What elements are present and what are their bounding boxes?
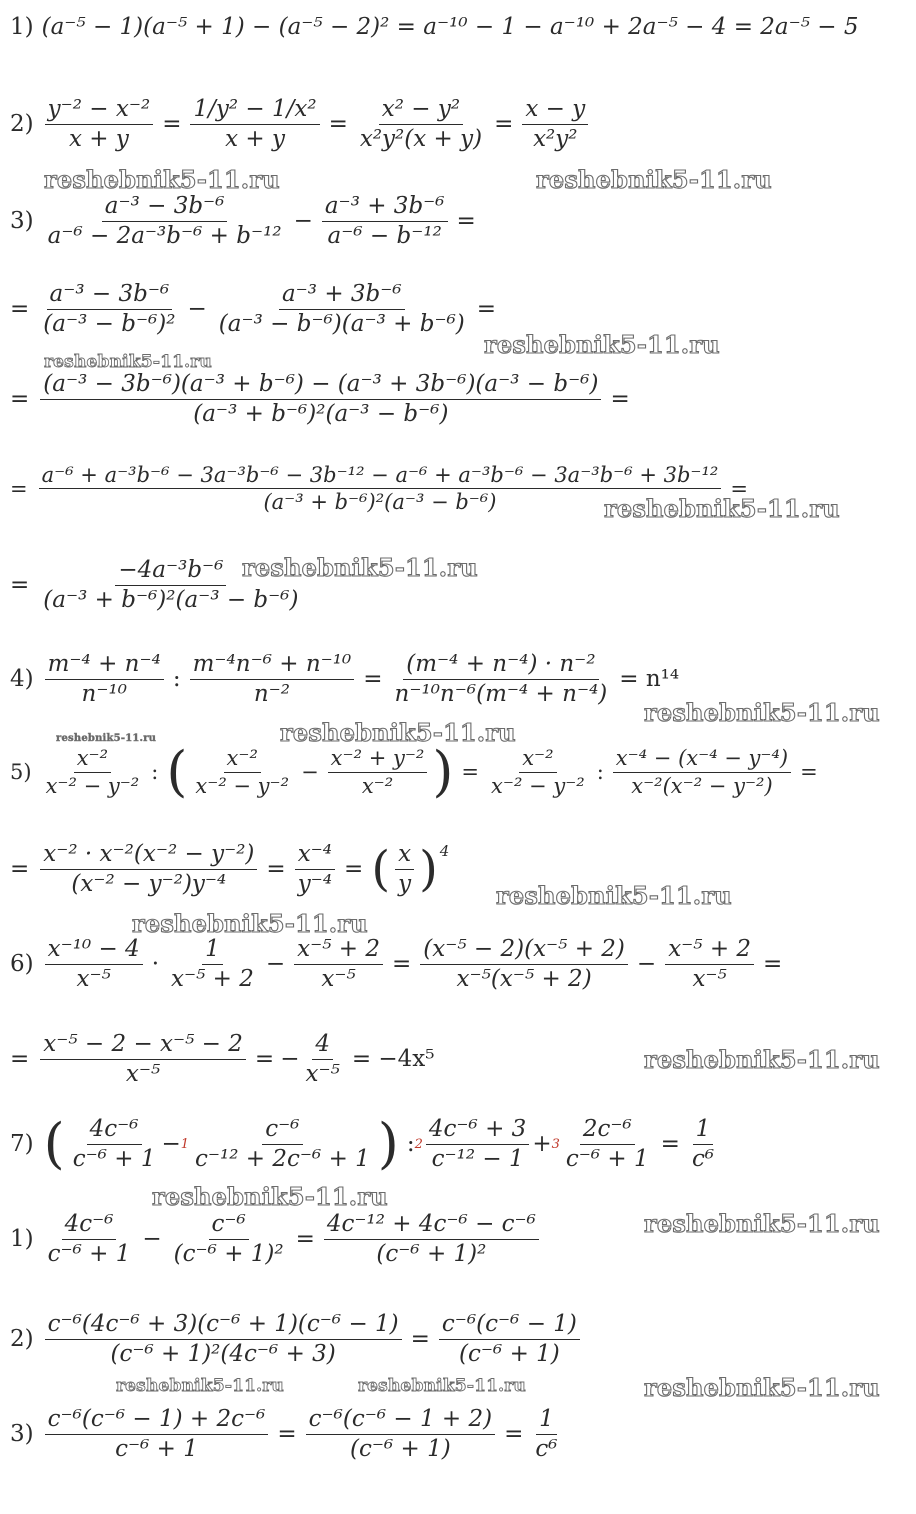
item-label-3: 3) [10, 208, 34, 235]
item-label-4: 4) [10, 666, 34, 693]
line-7-1: 1) $\frac{\text{4c⁻⁶}}{\text{c⁻⁶ + 1}}$ − $\frac{\text{c⁻⁶}}{\text{(c⁻⁶ + 1)²}}$ = $\frac{\text{4c⁻¹² + 4c⁻⁶ − c⁻⁶}}{\text{(c⁻⁶ + 1)²}}$ [10, 1210, 542, 1269]
fraction: $\frac{\text{c⁻⁶(4c⁻⁶ + 3)(c⁻⁶ + 1)(c⁻⁶ − 1)}}{\text{(c⁻⁶ + 1)²(4c⁻⁶ + 3)}}$ [45, 1310, 402, 1369]
fraction: $\frac{\text{x⁻⁵ + 2}}{\text{x⁻⁵}}$ [294, 935, 383, 994]
fraction: $\frac{\text{m⁻⁴ + n⁻⁴}}{\text{n⁻¹⁰}}$ [45, 650, 164, 709]
watermark: reshebnik5-11.ru [496, 881, 732, 910]
watermark: reshebnik5-11.ru [56, 733, 157, 744]
fraction: a⁻⁶ + a⁻³b⁻⁶ − 3a⁻³b⁻⁶ − 3b⁻¹² − a⁻⁶ + a⁻³b⁻⁶ − 3a⁻³b⁻⁶ + 3b⁻¹² (a⁻³ + b⁻⁶)²(a⁻³ − b⁻⁶) [39, 462, 722, 516]
watermark: reshebnik5-11.ru [358, 1376, 526, 1396]
fraction: $\frac{x}{y}$ [395, 840, 414, 899]
line-7-2: 2) $\frac{\text{c⁻⁶(4c⁻⁶ + 3)(c⁻⁶ + 1)(c⁻⁶ − 1)}}{\text{(c⁻⁶ + 1)²(4c⁻⁶ + 3)}}$ = $\frac{\text{c⁻⁶(c⁻⁶ − 1)}}{\text{(c⁻⁶ + 1)}}$ [10, 1310, 583, 1369]
fraction: $\frac{\text{x⁻⁴}}{\text{y⁻⁴}}$ [295, 840, 335, 899]
fraction: $\frac{\text{4c⁻¹² + 4c⁻⁶ − c⁻⁶}}{\text{(c⁻⁶ + 1)²}}$ [324, 1210, 539, 1269]
fraction: $\frac{\text{c⁻⁶(c⁻⁶ − 1 + 2)}}{\text{(c⁻⁶ + 1)}}$ [306, 1405, 495, 1464]
step-marker: 1 [180, 1136, 190, 1152]
fraction: $\frac{\text{(a⁻³ − 3b⁻⁶)(a⁻³ + b⁻⁶) − (a⁻³ + 3b⁻⁶)(a⁻³ − b⁻⁶)}}{\text{(a⁻³ + b⁻⁶)²(a⁻³ − b⁻⁶)}}$ [40, 370, 601, 429]
watermark: reshebnik5-11.ru [644, 1045, 880, 1074]
fraction: $\frac{\text{1/y² − 1/x²}}{x + y}$ [190, 95, 319, 154]
fraction: $\frac{\text{y⁻² − x⁻²}}{x + y}$ [45, 95, 154, 154]
watermark: reshebnik5-11.ru [44, 352, 212, 372]
fraction: $\frac{\text{x⁻² + y⁻²}}{\text{x⁻²}}$ [328, 745, 428, 799]
item-label-2: 2) [10, 111, 34, 138]
watermark: reshebnik5-11.ru [132, 909, 368, 938]
fraction: $\frac{\text{x⁻²}}{\text{x⁻² − y⁻²}}$ [195, 746, 290, 798]
fraction: $\frac{1}{\text{c⁶}}$ [691, 1116, 715, 1172]
fraction: $\frac{\text{x⁻⁵ − 2 − x⁻⁵ − 2}}{\text{x⁻⁵}}$ [40, 1030, 246, 1089]
fraction: $\frac{1}{\text{c⁶}}$ [535, 1406, 558, 1462]
watermark: reshebnik5-11.ru [242, 553, 478, 582]
fraction: $\frac{1}{\text{x⁻⁵ + 2}}$ [171, 936, 254, 992]
fraction: $\frac{\text{c⁻⁶(c⁻⁶ − 1)}}{\text{(c⁻⁶ + 1)}}$ [439, 1310, 580, 1369]
line-2: 2) $\frac{\text{y⁻² − x⁻²}}{x + y}$ = $\frac{\text{1/y² − 1/x²}}{x + y}$ = $\frac{\text{x² − y²}}{\text{x²y²(x + y)}}$ = $\frac{x - y}{\text{x²y²}}$ [10, 95, 591, 154]
fraction: $\frac{\text{x⁻²}}{\text{x⁻² − y⁻²}}$ [491, 746, 585, 798]
item-label-1: 1) [10, 14, 34, 40]
fraction: $\frac{\text{x⁻⁴ − (x⁻⁴ − y⁻⁴)}}{\text{x⁻²(x⁻² − y⁻²)}}$ [613, 745, 791, 799]
fraction: $\frac{\text{a⁻³ + 3b⁻⁶}}{\text{(a⁻³ − b⁻⁶)(a⁻³ + b⁻⁶)}}$ [218, 281, 465, 337]
line-3d: = a⁻⁶ + a⁻³b⁻⁶ − 3a⁻³b⁻⁶ − 3b⁻¹² − a⁻⁶ + a⁻³b⁻⁶ − 3a⁻³b⁻⁶ + 3b⁻¹² (a⁻³ + b⁻⁶)²(a⁻³ − b⁻⁶) = [10, 463, 748, 515]
fraction: $\frac{\text{c⁻⁶}}{\text{c⁻¹² + 2c⁻⁶ + 1}}$ [195, 1116, 370, 1172]
watermark: reshebnik5-11.ru [484, 330, 720, 359]
fraction: $\frac{\text{x² − y²}}{\text{x²y²(x + y)}}$ [359, 96, 483, 152]
line-4: 4) $\frac{\text{m⁻⁴ + n⁻⁴}}{\text{n⁻¹⁰}}$ : $\frac{\text{m⁻⁴n⁻⁶ + n⁻¹⁰}}{\text{n⁻²}}$ = $\frac{\text{(m⁻⁴ + n⁻⁴) · n⁻²}}{\text{n⁻¹⁰n⁻⁶(m⁻⁴ + n⁻⁴)}}$ = n¹⁴ [10, 651, 680, 707]
fraction: $\frac{\text{a⁻³ − 3b⁻⁶}}{\text{a⁻⁶ − 2a⁻³b⁻⁶ + b⁻¹²}}$ [47, 193, 282, 249]
watermark: reshebnik5-11.ru [644, 1209, 880, 1238]
fraction: $\frac{4}{\text{x⁻⁵}}$ [305, 1031, 340, 1087]
fraction: $\frac{\text{c⁻⁶}}{\text{(c⁻⁶ + 1)²}}$ [173, 1211, 284, 1267]
fraction: $\frac{\text{a⁻³ + 3b⁻⁶}}{\text{a⁻⁶ − b⁻¹²}}$ [322, 192, 448, 251]
fraction: $\frac{\text{4c⁻⁶ + 3}}{\text{c⁻¹² − 1}}$ [426, 1115, 529, 1174]
watermark: reshebnik5-11.ru [604, 494, 840, 523]
fraction: $\frac{\text{4c⁻⁶}}{\text{c⁻⁶ + 1}}$ [47, 1211, 131, 1267]
step-marker: 3 [551, 1136, 560, 1152]
fraction: $\frac{\text{(m⁻⁴ + n⁻⁴) · n⁻²}}{\text{n⁻¹⁰n⁻⁶(m⁻⁴ + n⁻⁴)}}$ [394, 651, 608, 707]
item-label-7: 7) [10, 1131, 34, 1158]
fraction: $\frac{x - y}{\text{x²y²}}$ [522, 95, 588, 154]
fraction: $\frac{\text{a⁻³ − 3b⁻⁶}}{\text{(a⁻³ − b⁻⁶)²}}$ [43, 281, 176, 337]
line-1 [10, 14, 859, 40]
fraction: $\frac{\text{2c⁻⁶}}{\text{c⁻⁶ + 1}}$ [565, 1116, 649, 1172]
watermark: reshebnik5-11.ru [152, 1182, 388, 1211]
fraction: $\frac{\text{c⁻⁶(c⁻⁶ − 1) + 2c⁻⁶}}{\text{c⁻⁶ + 1}}$ [45, 1405, 269, 1464]
fraction: $\frac{\text{x⁻¹⁰ − 4}}{\text{x⁻⁵}}$ [45, 935, 143, 994]
fraction: $\frac{\text{(x⁻⁵ − 2)(x⁻⁵ + 2)}}{\text{x⁻⁵(x⁻⁵ + 2)}}$ [420, 935, 628, 994]
line-6b: = $\frac{\text{x⁻⁵ − 2 − x⁻⁵ − 2}}{\text{x⁻⁵}}$ = − $\frac{4}{\text{x⁻⁵}}$ = −4x⁵ [10, 1031, 435, 1087]
watermark: reshebnik5-11.ru [116, 1376, 284, 1396]
item-label-6: 6) [10, 951, 34, 978]
watermark: reshebnik5-11.ru [644, 698, 880, 727]
line-3: 3) $\frac{\text{a⁻³ − 3b⁻⁶}}{\text{a⁻⁶ − 2a⁻³b⁻⁶ + b⁻¹²}}$ − $\frac{\text{a⁻³ + 3b⁻⁶}}{\text{a⁻⁶ − b⁻¹²}}$ = [10, 193, 476, 249]
line-3e: = $\frac{\text{−4a⁻³b⁻⁶}}{\text{(a⁻³ + b⁻⁶)²(a⁻³ − b⁻⁶)}}$ [10, 556, 305, 615]
line-7-3: 3) $\frac{\text{c⁻⁶(c⁻⁶ − 1) + 2c⁻⁶}}{\text{c⁻⁶ + 1}}$ = $\frac{\text{c⁻⁶(c⁻⁶ − 1 + 2)}}{\text{(c⁻⁶ + 1)}}$ = $\frac{1}{\text{c⁶}}$ [10, 1405, 564, 1464]
watermark: reshebnik5-11.ru [644, 1373, 880, 1402]
watermark: reshebnik5-11.ru [280, 718, 516, 747]
fraction: $\frac{\text{x⁻²}}{\text{x⁻² − y⁻²}}$ [45, 746, 140, 798]
line-6: 6) $\frac{\text{x⁻¹⁰ − 4}}{\text{x⁻⁵}}$ · $\frac{1}{\text{x⁻⁵ + 2}}$ − $\frac{\text{x⁻⁵ + 2}}{\text{x⁻⁵}}$ = $\frac{\text{(x⁻⁵ − 2)(x⁻⁵ + 2)}}{\text{x⁻⁵(x⁻⁵ + 2)}}$ − $\frac{\text{x⁻⁵ + 2}}{\text{x⁻⁵}}$ = [10, 936, 783, 992]
line-3c: = $\frac{\text{(a⁻³ − 3b⁻⁶)(a⁻³ + b⁻⁶) − (a⁻³ + 3b⁻⁶)(a⁻³ − b⁻⁶)}}{\text{(a⁻³ + b⁻⁶)²(a⁻³ − b⁻⁶)}}$ = [10, 371, 630, 427]
line-3b: = $\frac{\text{a⁻³ − 3b⁻⁶}}{\text{(a⁻³ − b⁻⁶)²}}$ − $\frac{\text{a⁻³ + 3b⁻⁶}}{\text{(a⁻³ − b⁻⁶)(a⁻³ + b⁻⁶)}}$ = [10, 281, 497, 337]
fraction: $\frac{\text{−4a⁻³b⁻⁶}}{\text{(a⁻³ + b⁻⁶)²(a⁻³ − b⁻⁶)}}$ [43, 557, 299, 613]
fraction: $\frac{\text{x⁻⁵ + 2}}{\text{x⁻⁵}}$ [665, 935, 754, 994]
fraction: $\frac{\text{m⁻⁴n⁻⁶ + n⁻¹⁰}}{\text{n⁻²}}$ [190, 650, 355, 709]
fraction: $\frac{\text{4c⁻⁶}}{\text{c⁻⁶ + 1}}$ [72, 1116, 156, 1172]
step-marker: 2 [414, 1136, 423, 1152]
line-7: 7) ( $\frac{\text{4c⁻⁶}}{\text{c⁻⁶ + 1}}$ − 1 $\frac{\text{c⁻⁶}}{\text{c⁻¹² + 2c⁻⁶ + 1}}$ ) : 2 $\frac{\text{4c⁻⁶ + 3}}{\text{c⁻¹² − 1}}$ + 3 $\frac{\text{2c⁻⁶}}{\text{c⁻⁶ + 1}}$ = $\frac{1}{\text{c⁶}}$ [10, 1115, 720, 1174]
expression-1: (a⁻⁵ − 1)(a⁻⁵ + 1) − (a⁻⁵ − 2)² = a⁻¹⁰ − 1 − a⁻¹⁰ + 2a⁻⁵ − 4 = 2a⁻⁵ − 5 [41, 14, 859, 40]
fraction: $\frac{\text{x⁻² · x⁻²(x⁻² − y⁻²)}}{\text{(x⁻² − y⁻²)y⁻⁴}}$ [40, 840, 257, 899]
line-5b: = $\frac{\text{x⁻² · x⁻²(x⁻² − y⁻²)}}{\text{(x⁻² − y⁻²)y⁻⁴}}$ = $\frac{\text{x⁻⁴}}{\text{y⁻⁴}}$ = ( $\frac{x}{y}$ ) 4 [10, 841, 450, 898]
item-label-5: 5) [10, 760, 32, 784]
watermark: reshebnik5-11.ru [536, 165, 772, 194]
watermark: reshebnik5-11.ru [44, 165, 280, 194]
line-5: 5) $\frac{\text{x⁻²}}{\text{x⁻² − y⁻²}}$ : ( $\frac{\text{x⁻²}}{\text{x⁻² − y⁻²}}$ − $\frac{\text{x⁻² + y⁻²}}{\text{x⁻²}}$ ) = $\frac{\text{x⁻²}}{\text{x⁻² − y⁻²}}$ : $\frac{\text{x⁻⁴ − (x⁻⁴ − y⁻⁴)}}{\text{x⁻²(x⁻² − y⁻²)}}$ = [10, 740, 818, 803]
